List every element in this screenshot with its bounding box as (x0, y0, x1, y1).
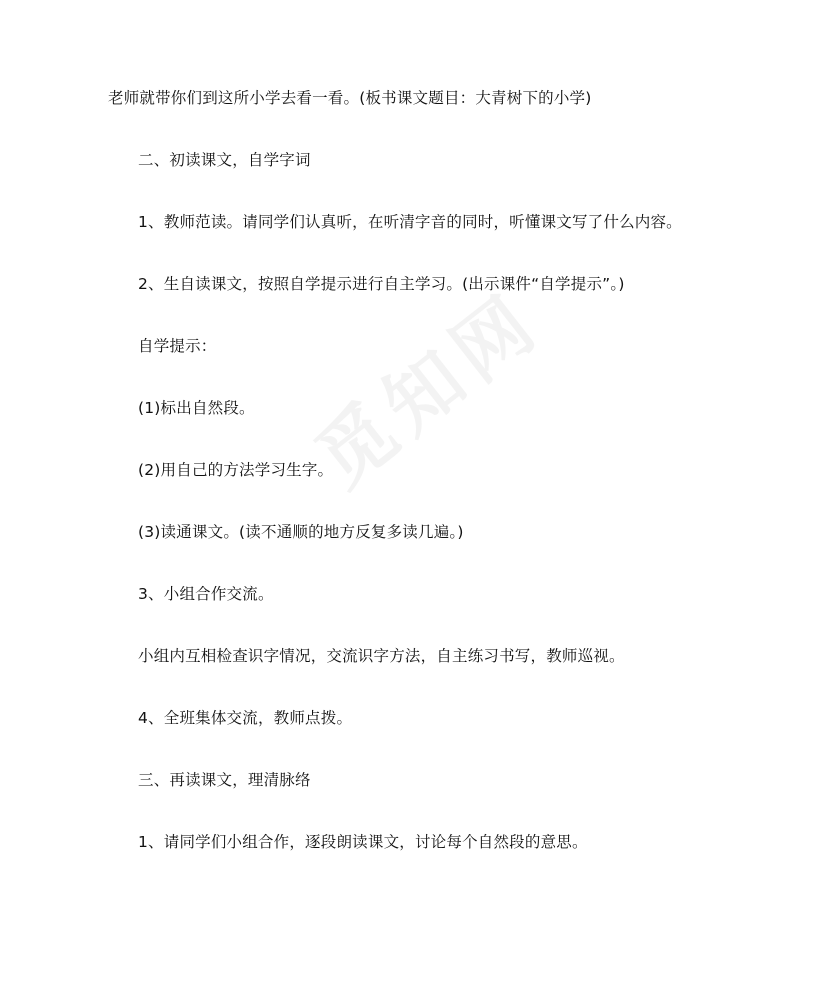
list-item: (2)用自己的方法学习生字。 (138, 461, 334, 479)
list-item: (1)标出自然段。 (138, 399, 255, 417)
paragraph-line: 2、生自读课文，按照自学提示进行自主学习。(出示课件“自学提示”。) (138, 275, 625, 293)
paragraph-line: 老师就带你们到这所小学去看一看。(板书课文题目：大青树下的小学) (108, 89, 592, 107)
paragraph-line: 1、请同学们小组合作，逐段朗读课文，讨论每个自然段的意思。 (138, 833, 588, 851)
section-heading: 三、再读课文，理清脉络 (138, 771, 311, 789)
paragraph-line: 自学提示： (138, 337, 217, 355)
paragraph-line: 1、教师范读。请同学们认真听，在听清字音的同时，听懂课文写了什么内容。 (138, 213, 682, 231)
list-item: (3)读通课文。(读不通顺的地方反复多读几遍。) (138, 523, 464, 541)
paragraph-line: 小组内互相检查识字情况，交流识字方法，自主练习书写，教师巡视。 (138, 647, 625, 665)
paragraph-line: 4、全班集体交流，教师点拨。 (138, 709, 353, 727)
paragraph-line: 3、小组合作交流。 (138, 585, 274, 603)
section-heading: 二、初读课文，自学字词 (138, 151, 311, 169)
